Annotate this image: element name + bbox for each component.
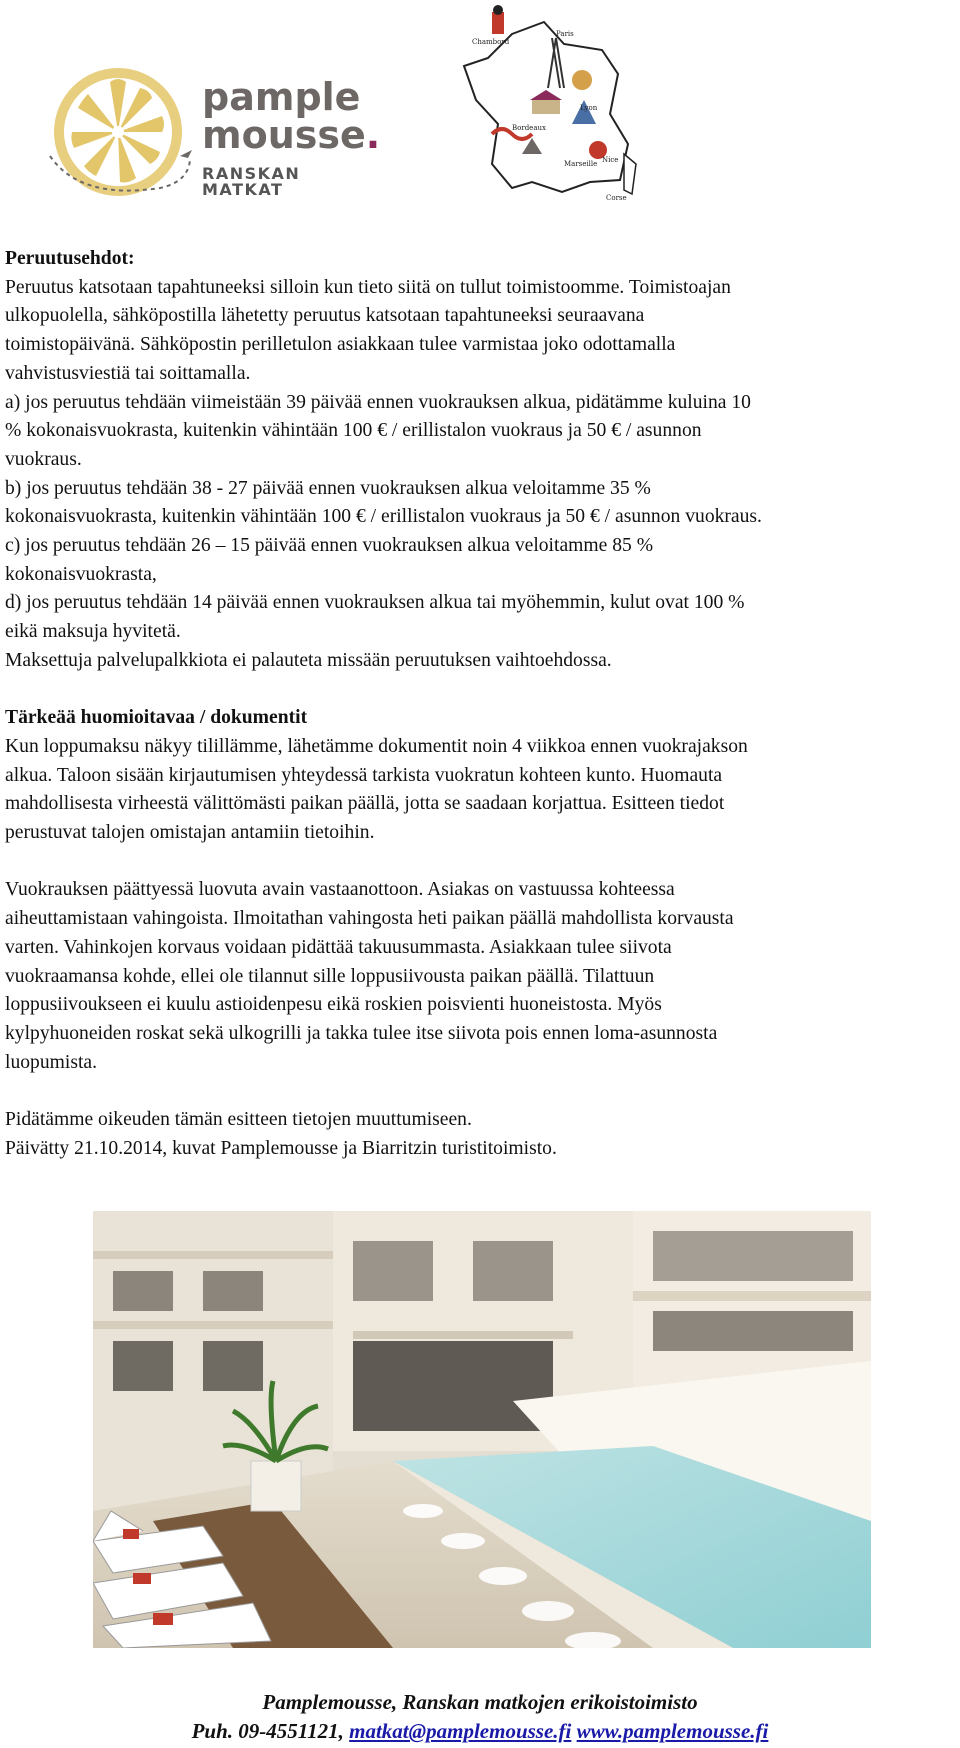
text-line: ulkopuolella, sähköpostilla lähetetty peruutus katsotaan tapahtuneeksi seuraavana (5, 305, 645, 327)
notes-heading: Tärkeää huomioitavaa / dokumentit (5, 707, 308, 729)
map-city-bordeaux: Bordeaux (512, 124, 546, 132)
cancellation-heading: Peruutusehdot: (5, 248, 135, 269)
text-line: kylpyhuoneiden roskat sekä ulkogrilli ja takka tulee itse siivota pois ennen loma-asunnosta (5, 1022, 718, 1044)
text-line: vuokraamansa kohde, ellei ole tilannut sille loppusiivousta paikan päällä. Tilattuun (5, 965, 655, 987)
text-line: vuokraus. (5, 448, 82, 470)
logo-tagline: RANSKAN MATKAT (202, 164, 301, 199)
text-line: % kokonaisvuokrasta, kuitenkin vähintään 100 € / erillistalon vuokraus ja 50 € / asunnon (5, 420, 702, 442)
logo-wordmark (202, 75, 381, 199)
france-map-illustration (452, 4, 652, 214)
text-line: varten. Vahinkojen korvaus voidaan pidättää takuusummasta. Asiakkaan tulee siivota (5, 936, 672, 958)
document-body (5, 245, 957, 1163)
text-line: kokonaisvuokrasta, (5, 563, 157, 585)
cancellation-terms (5, 274, 957, 676)
pool-courtyard-image (93, 1211, 871, 1648)
grapefruit-logo-icon (40, 60, 200, 200)
text-line: toimistopäivänä. Sähköpostin perilletulon asiakkaan tulee varmistaa joko odottamalla (5, 334, 676, 356)
text-line: Pidätämme oikeuden tämän esitteen tietojen muuttumiseen. (5, 1109, 472, 1131)
map-city-lyon: Lyon (580, 104, 598, 112)
text-line: Päivätty 21.10.2014, kuvat Pamplemousse ja Biarritzin turistitoimisto. (5, 1137, 557, 1159)
text-line: perustuvat talojen omistajan antamiin tietoihin. (5, 822, 375, 844)
text-line: b) jos peruutus tehdään 38 - 27 päivää ennen vuokrauksen alkua veloitamme 35 % (5, 477, 651, 499)
end-of-rental-terms (5, 876, 957, 1077)
text-line: Kun loppumaksu näkyy tilillämme, lähetämme dokumentit noin 4 viikkoa ennen vuokrajakson (5, 735, 748, 757)
text-line: luopumista. (5, 1051, 97, 1073)
footer-contact-line (0, 1717, 960, 1746)
text-line: alkua. Taloon sisään kirjautumisen yhteydessä tarkista vuokratun kohteen kunto. Huomauta (5, 764, 723, 786)
footer (0, 1688, 960, 1746)
text-line: Maksettuja palvelupalkkiota ei palauteta missään peruutuksen vaihtoehdossa. (5, 649, 612, 671)
text-line: d) jos peruutus tehdään 14 päivää ennen vuokrauksen alkua tai myöhemmin, kulut ovat 100 % (5, 592, 745, 614)
text-line: mahdollisesta virheestä välittömästi paikan päällä, jotta se saadaan korjattua. Esitteen tiedot (5, 793, 725, 815)
map-city-chambord: Chambord (472, 38, 510, 46)
map-city-marseille: Marseille (564, 160, 598, 168)
map-city-paris: Paris (556, 30, 574, 38)
logo-word-1: pample (202, 75, 361, 119)
text-line: aiheuttamistaan vahingoista. Ilmoitathan vahingosta heti paikan päällä mahdollista korvausta (5, 908, 734, 930)
text-line: kokonaisvuokrasta, kuitenkin vähintään 100 € / erillistalon vuokraus ja 50 € / asunnon vuokraus. (5, 506, 762, 528)
text-line: loppusiivoukseen ei kuulu astioidenpesu eikä roskien poisvienti huoneistosta. Myös (5, 994, 662, 1016)
map-city-nice: Nice (602, 156, 619, 164)
rights-notice (5, 1106, 957, 1163)
text-line: Peruutus katsotaan tapahtuneeksi silloin kun tieto siitä on tullut toimistoomme. Toimistoajan (5, 276, 731, 298)
france-map-icon (452, 4, 652, 214)
map-city-corse: Corse (606, 194, 627, 202)
text-line: Vuokrauksen päättyessä luovuta avain vastaanottoon. Asiakas on vastuussa kohteessa (5, 879, 675, 901)
footer-email-link[interactable]: matkat@pamplemousse.fi (349, 1719, 572, 1743)
apartment-pool-photo (93, 1211, 871, 1648)
footer-phone: Puh. 09-4551121, (191, 1719, 350, 1743)
text-line: vahvistusviestiä tai soittamalla. (5, 362, 251, 384)
text-line: a) jos peruutus tehdään viimeistään 39 päivää ennen vuokrauksen alkua, pidätämme kuluina 10 (5, 391, 751, 413)
text-line: eikä maksuja hyvitetä. (5, 621, 181, 643)
footer-web-link[interactable]: www.pamplemousse.fi (576, 1719, 769, 1743)
logo-word-2: mousse (202, 113, 366, 157)
pamplemousse-logo (40, 60, 380, 200)
logo-dot: . (365, 113, 381, 157)
important-notes (5, 733, 957, 848)
footer-company-line: Pamplemousse, Ranskan matkojen erikoistoimisto (262, 1690, 698, 1714)
text-line: c) jos peruutus tehdään 26 – 15 päivää ennen vuokrauksen alkua veloitamme 85 % (5, 535, 654, 557)
